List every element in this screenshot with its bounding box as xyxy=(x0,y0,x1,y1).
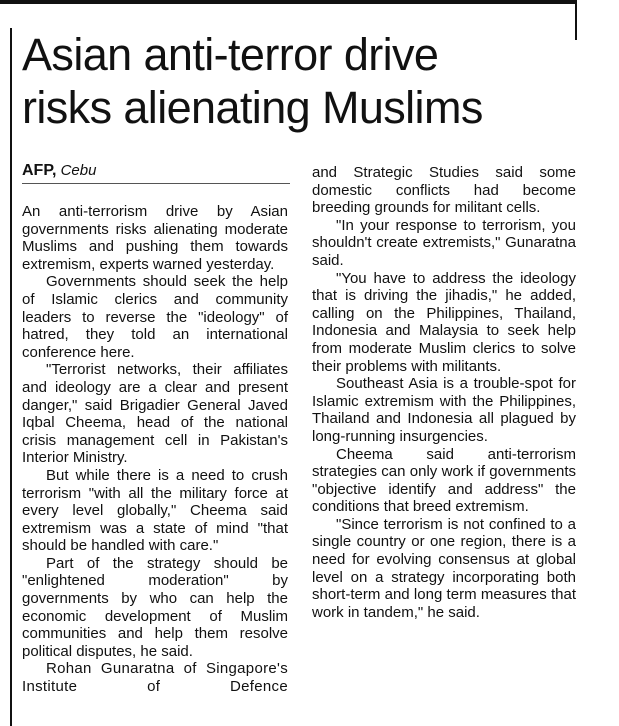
byline-place: Cebu xyxy=(60,162,97,179)
paragraph: Cheema said anti-terrorism strategies can only work if governments "objective identify and address" the conditions that breed extremism. xyxy=(312,445,576,516)
paragraph: and Strategic Studies said some domestic conflicts had become breeding grounds for militant cells. xyxy=(312,164,576,217)
article-column-1 xyxy=(22,203,288,696)
paragraph: Southeast Asia is a trouble-spot for Islamic extremism with the Philippines, Thailand and Indonesia all plagued by long-running insurgencies. xyxy=(312,375,576,445)
left-border-rule xyxy=(10,28,12,726)
byline xyxy=(22,162,96,180)
paragraph: "Terrorist networks, their affiliates and ideology are a clear and present danger," said Brigadier General Javed Iqbal Cheema, head of the national crisis management cell in Pakistan's Interior Ministry. xyxy=(22,361,288,467)
paragraph: "Since terrorism is not confined to a single country or one region, there is a need for evolving consensus at global level on a strategy incorporating both short-term and long term measures that work in tandem," he said. xyxy=(312,515,576,621)
headline xyxy=(22,28,582,134)
top-border-rule xyxy=(0,0,575,4)
paragraph: An anti-terrorism drive by Asian governments risks alienating moderate Muslims and pushing them towards extremism, experts warned yesterday. xyxy=(22,203,288,273)
paragraph: But while there is a need to crush terrorism "with all the military force at every level globally," Cheema said extremism was a state of mind "that should be handled with care." xyxy=(22,466,288,555)
paragraph: "You have to address the ideology that is driving the jihadis," he added, calling on the Philippines, Thailand, Indonesia and Malaysia to seek help from moderate Muslim clerics to solve their problems with militants. xyxy=(312,269,576,375)
paragraph: Governments should seek the help of Islamic clerics and community leaders to reverse the "ideology" of hatred, they told an international conference here. xyxy=(22,273,288,361)
byline-rule xyxy=(22,183,290,184)
paragraph: "In your response to terrorism, you shouldn't create extremists," Gunaratna said. xyxy=(312,216,576,269)
headline-line-2: risks alienating Muslims xyxy=(22,82,483,133)
article-column-2 xyxy=(312,164,576,621)
paragraph: Part of the strategy should be "enlightened moderation" by governments by who can help the economic development of Muslim communities and help them resolve political disputes, he said. xyxy=(22,554,288,660)
paragraph: Rohan Gunaratna of Singapore's Institute of Defence xyxy=(22,660,288,696)
headline-line-1: Asian anti-terror drive xyxy=(22,29,439,80)
byline-agency: AFP, xyxy=(22,162,57,179)
